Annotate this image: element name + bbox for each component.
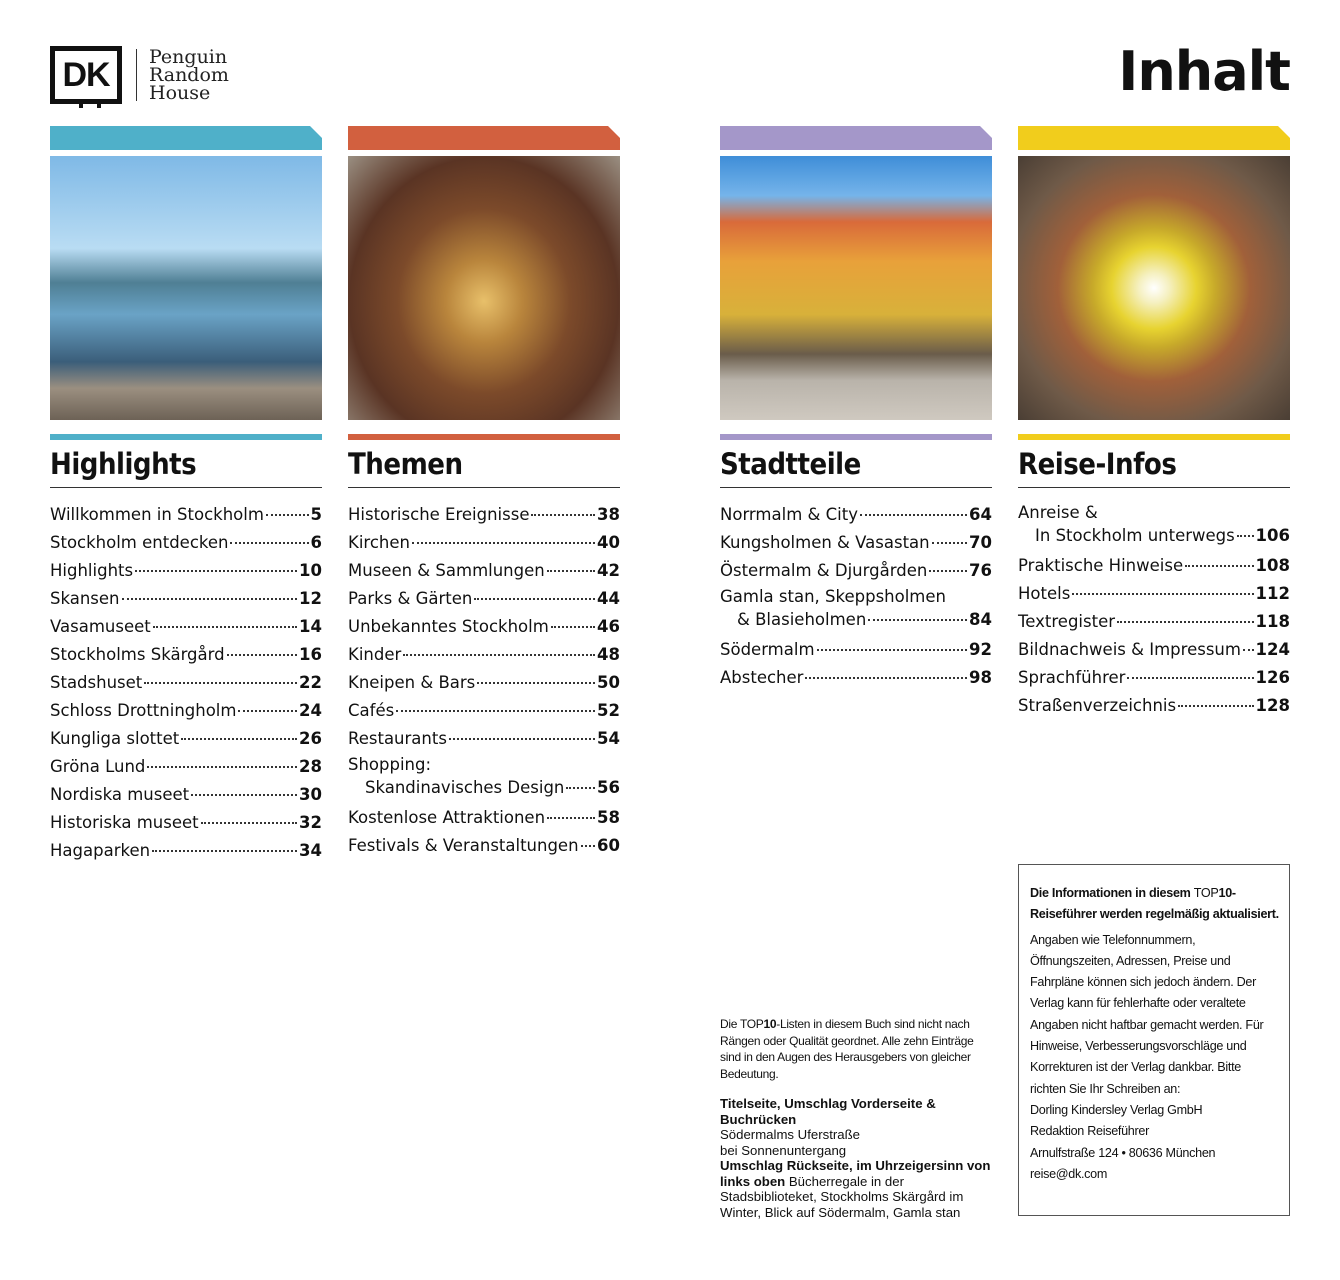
dot-leader bbox=[932, 542, 967, 544]
section-reiseinfos bbox=[1018, 126, 1290, 720]
toc-entry[interactable] bbox=[1018, 692, 1290, 720]
toc-entry-title: Norrmalm & City bbox=[720, 505, 858, 524]
section-heading: Highlights bbox=[50, 446, 322, 488]
toc-entry[interactable] bbox=[50, 557, 322, 585]
toc-entry[interactable] bbox=[50, 641, 322, 669]
toc-entry-title: Östermalm & Djurgården bbox=[720, 561, 928, 580]
toc-entry[interactable] bbox=[1018, 501, 1290, 547]
dot-leader bbox=[122, 598, 298, 600]
toc-entry-title: Skandinavisches Design bbox=[365, 778, 565, 797]
section-color-tab bbox=[348, 126, 620, 150]
toc-entry-title: Stockholm entdecken bbox=[50, 533, 229, 552]
toc-entry[interactable] bbox=[348, 557, 620, 585]
toc-entry[interactable] bbox=[50, 837, 322, 865]
logo-line: Penguin bbox=[149, 46, 228, 68]
toc-entry-title: Kinder bbox=[348, 645, 402, 664]
toc-entry-line: Shopping: bbox=[348, 755, 432, 774]
credit-heading: Umschlag Rückseite, im Uhrzeigersinn von links oben bbox=[720, 1158, 991, 1189]
toc-page-number: 54 bbox=[597, 729, 620, 748]
toc-page-number: 56 bbox=[597, 778, 620, 797]
toc-page-number: 98 bbox=[969, 668, 992, 687]
toc-page-number: 84 bbox=[969, 610, 992, 629]
toc-entry[interactable] bbox=[348, 804, 620, 832]
toc-entry-title: Kostenlose Attraktionen bbox=[348, 808, 546, 827]
toc-page-number: 38 bbox=[597, 505, 620, 524]
section-photo bbox=[1018, 156, 1290, 420]
toc-entry-title: Kneipen & Bars bbox=[348, 673, 476, 692]
info-box-heading: Die Informationen in diesem TOP10- Reiseführer werden regelmäßig aktualisiert. bbox=[1030, 886, 1279, 922]
credit-heading: Titelseite, Umschlag Vorderseite & Buchrücken bbox=[720, 1096, 936, 1127]
dot-leader bbox=[266, 514, 309, 516]
toc-entry[interactable] bbox=[50, 697, 322, 725]
toc-page-number: 108 bbox=[1255, 556, 1290, 575]
toc-entry-title: Kirchen bbox=[348, 533, 410, 552]
toc-entry-title: Straßenverzeichnis bbox=[1018, 696, 1177, 715]
toc-entry[interactable] bbox=[1018, 552, 1290, 580]
dot-leader bbox=[147, 766, 297, 768]
toc-page-number: 76 bbox=[969, 561, 992, 580]
toc-page-number: 40 bbox=[597, 533, 620, 552]
credit-text: Södermalms Uferstraße bbox=[720, 1127, 860, 1142]
toc-entry-title: Schloss Drottningholm bbox=[50, 701, 237, 720]
credit-text: Bücherregale in der Stadsbiblioteket, Stockholms Skärgård im Winter, Blick auf Södermalm, Gamla stan bbox=[720, 1173, 964, 1220]
section-color-bar bbox=[720, 434, 992, 440]
section-photo bbox=[50, 156, 322, 420]
section-stadtteile bbox=[720, 126, 992, 692]
toc-entry-title: Södermalm bbox=[720, 640, 815, 659]
toc-entry-title: Sprachführer bbox=[1018, 668, 1126, 687]
dot-leader bbox=[153, 626, 297, 628]
logo-divider bbox=[136, 49, 137, 101]
toc-entry-title: Bildnachweis & Impressum bbox=[1018, 640, 1241, 659]
dot-leader bbox=[1072, 593, 1253, 595]
toc-entry-title: Cafés bbox=[348, 701, 395, 720]
toc-page-number: 26 bbox=[299, 729, 322, 748]
toc-page-number: 48 bbox=[597, 645, 620, 664]
image-credits bbox=[720, 1096, 1000, 1220]
toc-entry[interactable] bbox=[720, 636, 992, 664]
dot-leader bbox=[201, 822, 297, 824]
toc-entry[interactable] bbox=[50, 669, 322, 697]
toc-page-number: 5 bbox=[310, 505, 322, 524]
toc-entry[interactable] bbox=[720, 501, 992, 529]
dot-leader bbox=[477, 682, 595, 684]
section-heading: Stadtteile bbox=[720, 446, 992, 488]
section-photo bbox=[720, 156, 992, 420]
toc-entry-title: Historiska museet bbox=[50, 813, 199, 832]
dot-leader bbox=[581, 845, 595, 847]
toc-entry-title: & Blasieholmen bbox=[737, 610, 867, 629]
dot-leader bbox=[860, 514, 967, 516]
dot-leader bbox=[868, 619, 967, 621]
section-color-bar bbox=[348, 434, 620, 440]
toc-page-number: 22 bbox=[299, 673, 322, 692]
toc-page-number: 32 bbox=[299, 813, 322, 832]
toc-page-number: 44 bbox=[597, 589, 620, 608]
section-themen bbox=[348, 126, 620, 860]
toc-entry[interactable] bbox=[50, 613, 322, 641]
toc-entry-title: Hagaparken bbox=[50, 841, 151, 860]
section-photo bbox=[348, 156, 620, 420]
toc-page-number: 126 bbox=[1255, 668, 1290, 687]
toc-entry-title: Festivals & Veranstaltungen bbox=[348, 836, 579, 855]
toc-entry-title: Historische Ereignisse bbox=[348, 505, 530, 524]
dot-leader bbox=[227, 654, 297, 656]
toc-entry[interactable] bbox=[720, 529, 992, 557]
toc-entry[interactable] bbox=[348, 832, 620, 860]
toc-entry-title: Unbekanntes Stockholm bbox=[348, 617, 549, 636]
dot-leader bbox=[1127, 677, 1253, 679]
section-color-bar bbox=[1018, 434, 1290, 440]
dk-logo: DK bbox=[50, 46, 122, 104]
toc-entry[interactable] bbox=[50, 725, 322, 753]
publisher-logo bbox=[50, 46, 229, 104]
toc-entry[interactable] bbox=[1018, 608, 1290, 636]
toc-page-number: 28 bbox=[299, 757, 322, 776]
toc-page-number: 118 bbox=[1255, 612, 1290, 631]
toc-entry[interactable] bbox=[1018, 636, 1290, 664]
dot-leader bbox=[181, 738, 297, 740]
toc-page-number: 124 bbox=[1255, 640, 1290, 659]
toc-entry-title: Vasamuseet bbox=[50, 617, 151, 636]
toc-page-number: 10 bbox=[299, 561, 322, 580]
penguin-random-house-text bbox=[149, 48, 229, 102]
toc-page-number: 50 bbox=[597, 673, 620, 692]
dot-leader bbox=[1243, 649, 1254, 651]
dot-leader bbox=[135, 570, 297, 572]
toc-entry-title: Stockholms Skärgård bbox=[50, 645, 225, 664]
dot-leader bbox=[403, 654, 595, 656]
email-link[interactable]: reise@dk.com bbox=[1030, 1166, 1108, 1181]
toc-entry[interactable] bbox=[348, 585, 620, 613]
toc-page-number: 14 bbox=[299, 617, 322, 636]
logo-line: Random bbox=[149, 64, 229, 86]
toc-entry-title: Hotels bbox=[1018, 584, 1071, 603]
toc-entry-line: Gamla stan, Skeppsholmen bbox=[720, 587, 946, 606]
toc-entry[interactable] bbox=[720, 664, 992, 692]
dot-leader bbox=[412, 542, 595, 544]
toc-entry-title: Abstecher bbox=[720, 668, 804, 687]
toc-entry[interactable] bbox=[50, 809, 322, 837]
toc-entry[interactable] bbox=[50, 781, 322, 809]
toc-entry-line: Anreise & bbox=[1018, 503, 1098, 522]
dot-leader bbox=[144, 682, 297, 684]
toc-page-number: 34 bbox=[299, 841, 322, 860]
section-color-tab bbox=[1018, 126, 1290, 150]
toc-entry[interactable] bbox=[348, 697, 620, 725]
toc-page-number: 64 bbox=[969, 505, 992, 524]
toc-entry[interactable] bbox=[1018, 580, 1290, 608]
dot-leader bbox=[474, 598, 595, 600]
section-heading: Themen bbox=[348, 446, 620, 488]
toc-entry-title: Stadshuset bbox=[50, 673, 143, 692]
dot-leader bbox=[1185, 565, 1253, 567]
toc-entry[interactable] bbox=[348, 529, 620, 557]
toc-entry[interactable] bbox=[50, 501, 322, 529]
toc-page-number: 92 bbox=[969, 640, 992, 659]
toc-entry-title: Praktische Hinweise bbox=[1018, 556, 1184, 575]
logo-line: House bbox=[149, 82, 211, 104]
toc-page-number: 6 bbox=[310, 533, 322, 552]
toc-page-number: 70 bbox=[969, 533, 992, 552]
toc-entry-title: Nordiska museet bbox=[50, 785, 190, 804]
dot-leader bbox=[396, 710, 595, 712]
toc-entry[interactable] bbox=[50, 529, 322, 557]
toc-entry[interactable] bbox=[50, 753, 322, 781]
toc-page-number: 16 bbox=[299, 645, 322, 664]
toc-entry[interactable] bbox=[348, 725, 620, 753]
toc-page-number: 106 bbox=[1255, 526, 1290, 545]
info-box-body: Angaben wie Telefonnummern, Öffnungszeiten, Adressen, Preise und Fahrpläne können sich jedoch ändern. Der Verlag kann für fehlerhafte oder veraltete Angaben nicht haftbar gemacht werden. Für Hinweise, Verbesserungsvorschläge und Korrekturen ist der Verlag dankbar. Bitte richten Sie Ihr Schreiben an: bbox=[1030, 932, 1264, 1096]
toc-page-number: 24 bbox=[299, 701, 322, 720]
toc-entry-title: Parks & Gärten bbox=[348, 589, 473, 608]
toc-entry-title: In Stockholm unterwegs bbox=[1035, 526, 1235, 545]
top10-note: Die TOP10-Listen in diesem Buch sind nicht nach Rängen oder Qualität geordnet. Alle zehn Einträge sind in den Augen des Herausgebers von gleicher Bedeutung. bbox=[720, 1017, 974, 1081]
toc-entry-title: Skansen bbox=[50, 589, 120, 608]
dot-leader bbox=[191, 794, 297, 796]
toc-entry[interactable] bbox=[348, 613, 620, 641]
dot-leader bbox=[152, 850, 297, 852]
dot-leader bbox=[551, 626, 595, 628]
toc-entry[interactable] bbox=[720, 557, 992, 585]
toc-page-number: 60 bbox=[597, 836, 620, 855]
toc-page-number: 42 bbox=[597, 561, 620, 580]
toc-entry-title: Kungliga slottet bbox=[50, 729, 180, 748]
toc-page-number: 58 bbox=[597, 808, 620, 827]
dot-leader bbox=[566, 787, 595, 789]
address-line: Redaktion Reiseführer bbox=[1030, 1124, 1150, 1139]
toc-page-number: 52 bbox=[597, 701, 620, 720]
address-line: Dorling Kindersley Verlag GmbH bbox=[1030, 1102, 1203, 1117]
address-line: Arnulfstraße 124 • 80636 München bbox=[1030, 1145, 1216, 1160]
dot-leader bbox=[929, 570, 967, 572]
toc-entry[interactable] bbox=[50, 585, 322, 613]
toc-page-number: 30 bbox=[299, 785, 322, 804]
page-title: Inhalt bbox=[1118, 40, 1290, 103]
toc-entry[interactable] bbox=[348, 753, 620, 799]
toc-entry[interactable] bbox=[348, 501, 620, 529]
toc-entry-title: Gröna Lund bbox=[50, 757, 146, 776]
dot-leader bbox=[547, 570, 595, 572]
toc-entry-title: Restaurants bbox=[348, 729, 447, 748]
toc-entry[interactable] bbox=[348, 669, 620, 697]
dot-leader bbox=[531, 514, 595, 516]
section-highlights bbox=[50, 126, 322, 865]
toc-page-number: 12 bbox=[299, 589, 322, 608]
toc-page-number: 128 bbox=[1255, 696, 1290, 715]
toc-entry[interactable] bbox=[348, 641, 620, 669]
section-heading: Reise-Infos bbox=[1018, 446, 1290, 488]
dot-leader bbox=[817, 649, 968, 651]
toc-entry-title: Highlights bbox=[50, 561, 134, 580]
dot-leader bbox=[238, 710, 297, 712]
toc-entry-title: Museen & Sammlungen bbox=[348, 561, 545, 580]
dot-leader bbox=[1117, 621, 1254, 623]
info-box bbox=[1018, 864, 1290, 1216]
credit-text: bei Sonnenuntergang bbox=[720, 1142, 847, 1158]
dot-leader bbox=[547, 817, 595, 819]
toc-entry-title: Textregister bbox=[1018, 612, 1116, 631]
toc-entry[interactable] bbox=[720, 585, 992, 631]
dot-leader bbox=[230, 542, 308, 544]
toc-entry-title: Kungsholmen & Vasastan bbox=[720, 533, 930, 552]
section-color-tab bbox=[720, 126, 992, 150]
section-color-tab bbox=[50, 126, 322, 150]
dot-leader bbox=[1178, 705, 1253, 707]
toc-page-number: 46 bbox=[597, 617, 620, 636]
toc-entry-title: Willkommen in Stockholm bbox=[50, 505, 264, 524]
toc-page-number: 112 bbox=[1255, 584, 1290, 603]
dot-leader bbox=[805, 677, 967, 679]
dot-leader bbox=[449, 738, 595, 740]
dot-leader bbox=[1237, 535, 1254, 537]
section-color-bar bbox=[50, 434, 322, 440]
toc-entry[interactable] bbox=[1018, 664, 1290, 692]
